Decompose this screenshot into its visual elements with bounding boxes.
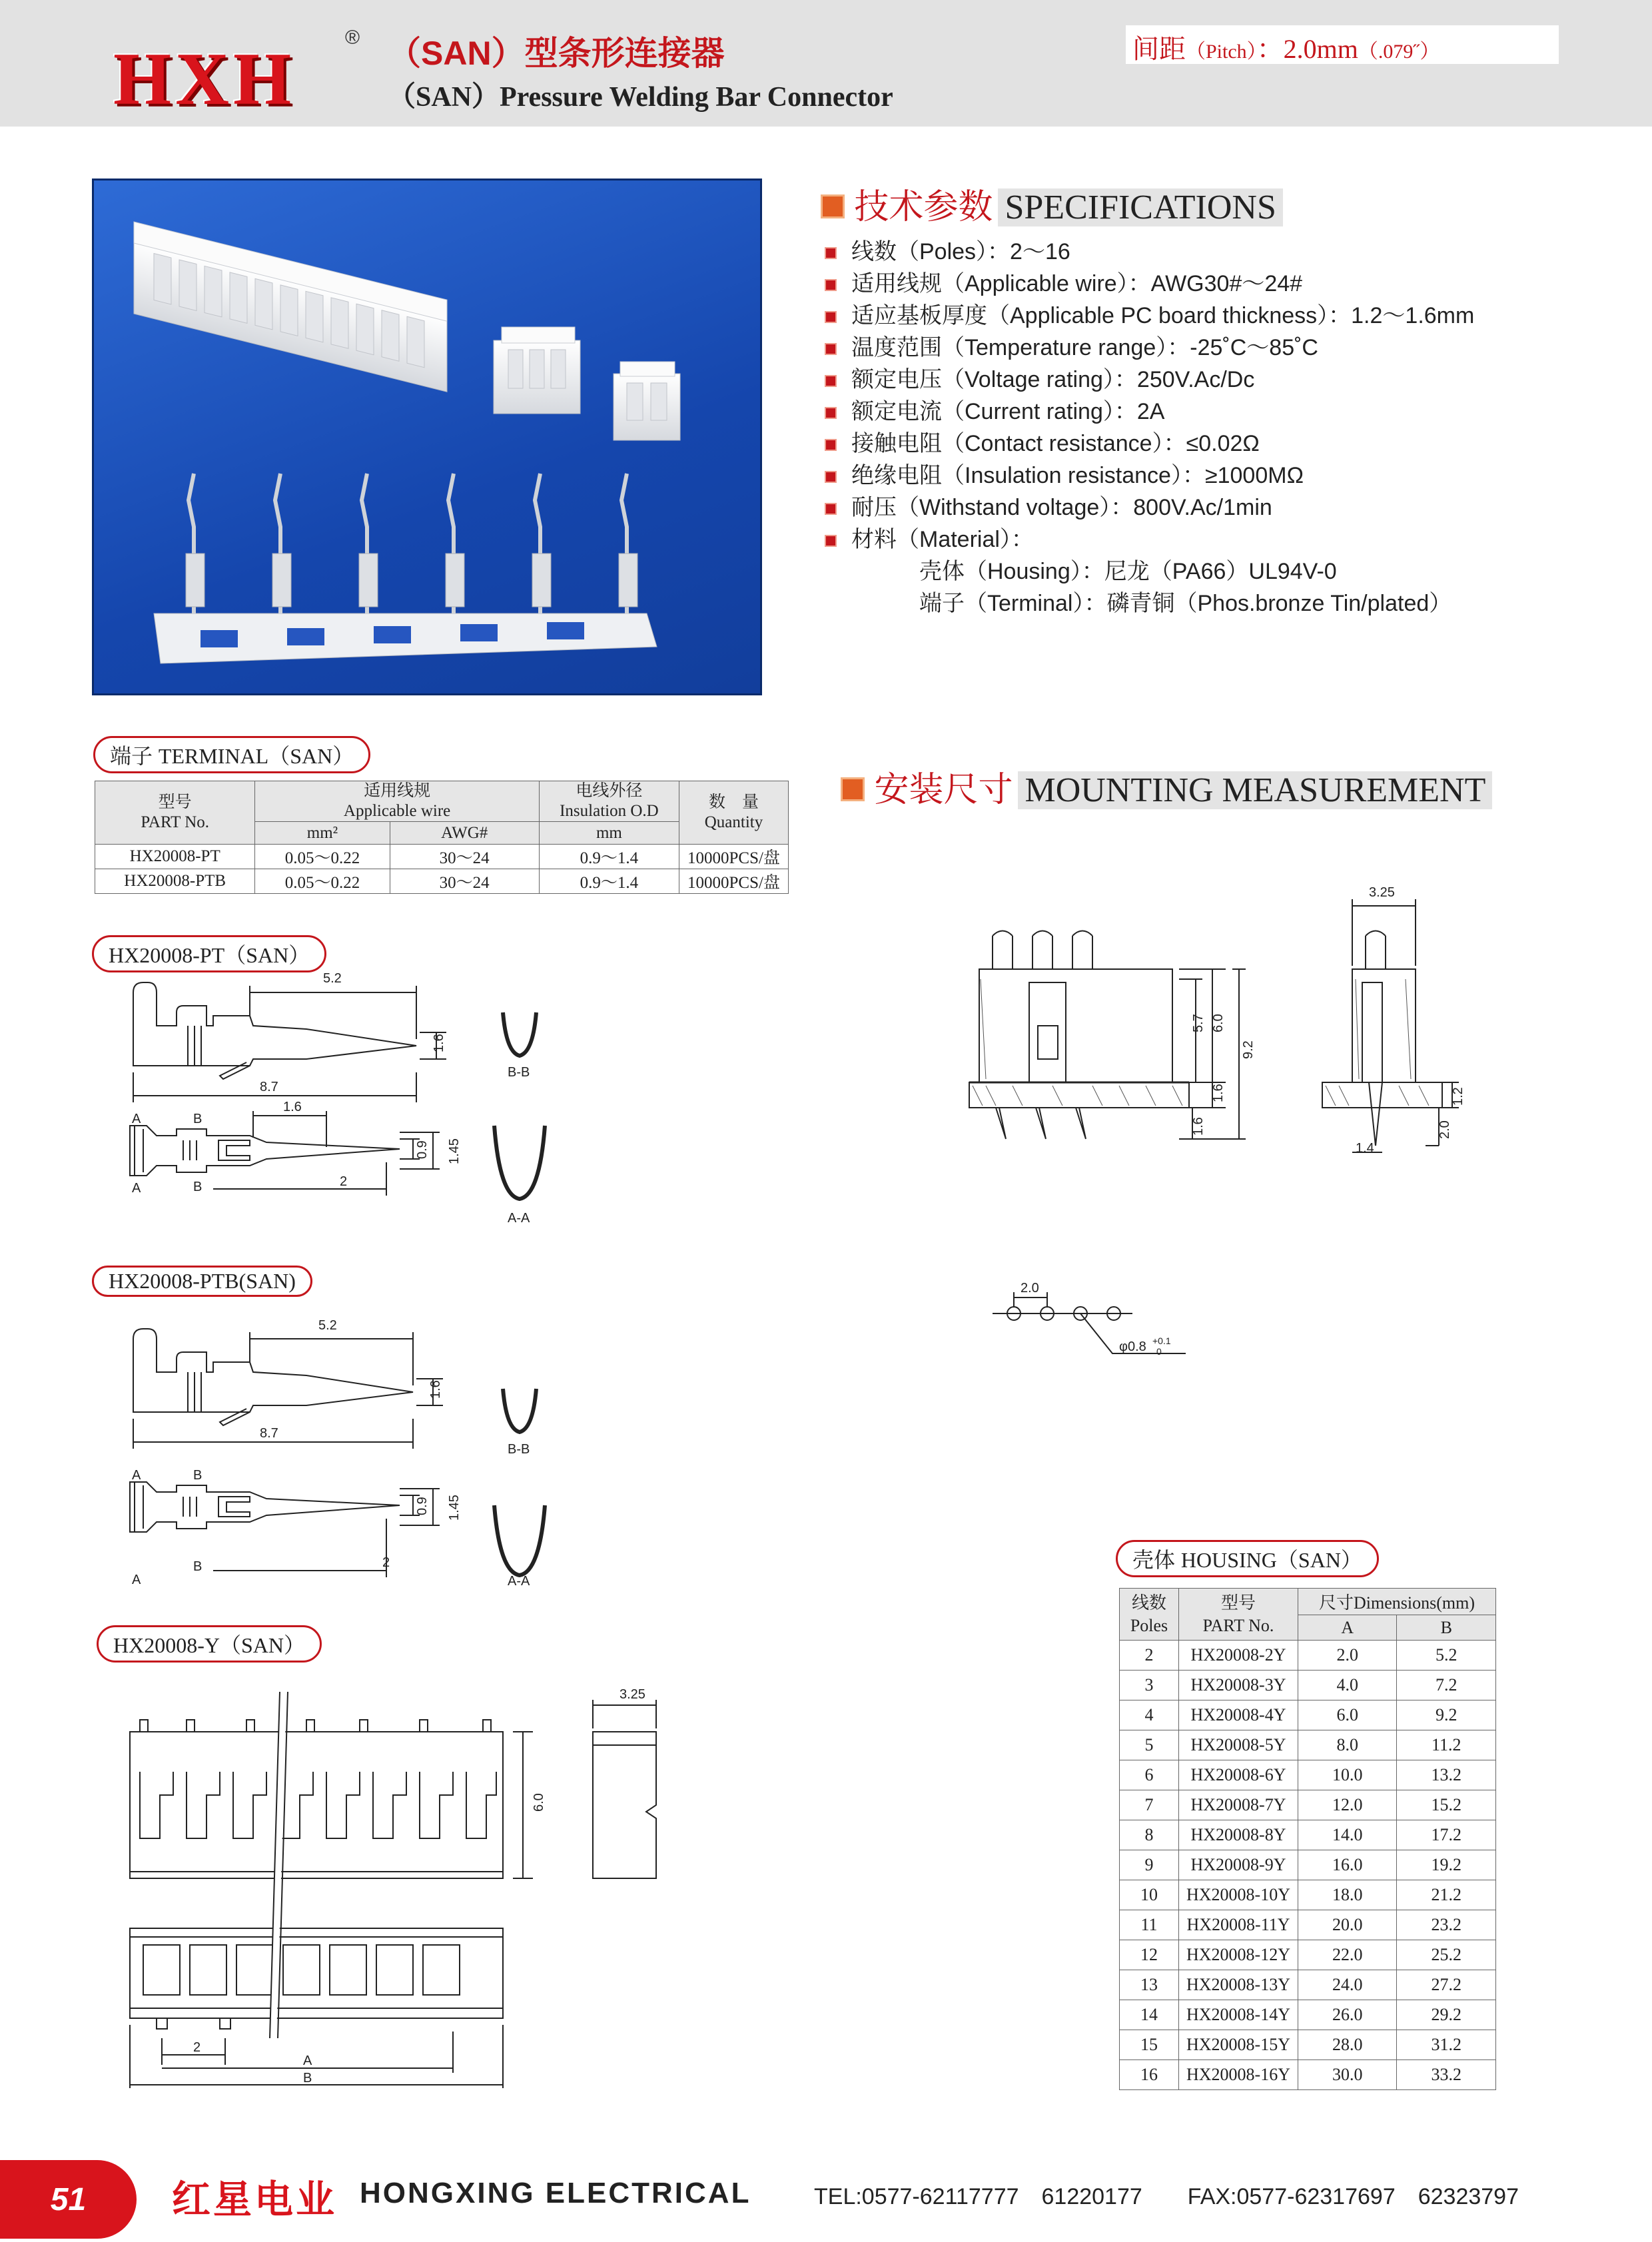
dim-0-9: 0.9 (415, 1140, 430, 1159)
dim-8-7: 8.7 (260, 1426, 278, 1441)
bullet-icon (825, 535, 837, 547)
cell-b: 11.2 (1397, 1730, 1496, 1760)
cell-a: 16.0 (1298, 1850, 1397, 1880)
section-aa: A-A (508, 1574, 530, 1589)
footer-brand-cn: 红星电业 (172, 2178, 338, 2221)
mounting-title (841, 761, 1492, 811)
section-mark-b: B (193, 1468, 203, 1483)
cell-poles: 16 (1120, 2060, 1179, 2090)
spec-material-housing: 壳体（Housing）：尼龙（PA66）UL94V-0 (919, 559, 1337, 584)
company-logo: HXH (113, 38, 296, 121)
cell-b: 33.2 (1397, 2060, 1496, 2090)
section-mark-a: A (132, 1468, 141, 1483)
th-wire-cn: 适用线规 (364, 782, 431, 800)
specifications-title-en: SPECIFICATIONS (998, 188, 1282, 226)
th-mm: mm (539, 822, 679, 845)
section-bb: B-B (508, 1065, 530, 1080)
cell-poles: 7 (1120, 1790, 1179, 1820)
th-mm2: mm² (255, 822, 390, 845)
spec-item (825, 521, 1034, 554)
dim-2: 2 (193, 2040, 201, 2055)
table-row (1120, 1760, 1496, 1790)
section-mark-b: B (193, 1112, 203, 1126)
dim-1-6: 1.6 (432, 1034, 446, 1052)
cell-od: 0.9～1.4 (539, 845, 679, 869)
cell-a: 30.0 (1298, 2060, 1397, 2090)
dim-1-6-top: 1.6 (283, 1100, 302, 1114)
table-row (1120, 1970, 1496, 2000)
cell-a: 26.0 (1298, 2000, 1397, 2030)
cell-qty: 10000PCS/盘 (679, 845, 789, 869)
cell-poles: 5 (1120, 1730, 1179, 1760)
th-poles-en: Poles (1130, 1615, 1168, 1635)
dim-1-45: 1.45 (447, 1495, 462, 1521)
cell-part: HX20008-8Y (1179, 1820, 1298, 1850)
th-qty-cn: 数 量 (709, 793, 759, 811)
spec-item (825, 297, 1474, 330)
terminal-label (93, 736, 370, 773)
pt-drawing-label: HX20008-PT（SAN） (92, 935, 326, 972)
dim-b: B (303, 2071, 312, 2085)
cell-poles: 15 (1120, 2030, 1179, 2060)
cell-a: 14.0 (1298, 1820, 1397, 1850)
cell-b: 29.2 (1397, 2000, 1496, 2030)
terminal-label-en: TERMINAL（SAN） (158, 744, 354, 768)
mounting-drawing (959, 879, 1512, 1159)
dim-a: A (303, 2054, 312, 2068)
table-row (95, 869, 789, 894)
spec-item (825, 265, 1302, 298)
dim-0-9: 0.9 (415, 1497, 430, 1515)
cell-part: HX20008-4Y (1179, 1700, 1298, 1730)
section-mark-a: A (132, 1112, 141, 1126)
cell-a: 22.0 (1298, 1940, 1397, 1970)
dim-6-0: 6.0 (532, 1793, 546, 1812)
pitch-label-en: （Pitch） (1186, 41, 1257, 63)
th-part-cn: 型号 (1220, 1593, 1256, 1613)
bullet-icon (825, 343, 837, 355)
th-dim-cn: 尺寸 (1318, 1593, 1354, 1613)
dim-2: 2 (340, 1174, 348, 1189)
section-aa: A-A (508, 1211, 530, 1226)
cell-poles: 14 (1120, 2000, 1179, 2030)
cell-a: 24.0 (1298, 1970, 1397, 2000)
pitch-value: 2.0mm (1283, 34, 1358, 64)
cell-b: 13.2 (1397, 1760, 1496, 1790)
th-a: A (1298, 1615, 1397, 1641)
th-dim-en: Dimensions(mm) (1354, 1593, 1475, 1613)
cell-mm2: 0.05～0.22 (255, 845, 390, 869)
cell-poles: 9 (1120, 1850, 1179, 1880)
terminal-label-cn: 端子 (110, 743, 153, 769)
cell-part: HX20008-9Y (1179, 1850, 1298, 1880)
table-row (1120, 1730, 1496, 1760)
cell-b: 5.2 (1397, 1641, 1496, 1671)
cell-poles: 4 (1120, 1700, 1179, 1730)
cell-a: 20.0 (1298, 1910, 1397, 1940)
spec-text: 额定电压（Voltage rating）：250V.Ac/Dc (851, 367, 1255, 392)
cell-b: 31.2 (1397, 2030, 1496, 2060)
th-od-cn: 电线外径 (576, 782, 643, 800)
cell-part: HX20008-13Y (1179, 1970, 1298, 2000)
th-b: B (1397, 1615, 1496, 1641)
section-mark-b: B (193, 1559, 203, 1574)
product-title-en: （SAN）Pressure Welding Bar Connector (388, 82, 893, 113)
cell-part: HX20008-PT (95, 845, 255, 869)
bullet-icon (825, 279, 837, 291)
cell-part: HX20008-10Y (1179, 1880, 1298, 1910)
cell-poles: 13 (1120, 1970, 1179, 2000)
table-row (1120, 2030, 1496, 2060)
section-mark-b: B (193, 1180, 203, 1194)
th-qty-en: Quantity (704, 813, 763, 831)
dim-2-0: 2.0 (1021, 1281, 1039, 1296)
bullet-icon (825, 471, 837, 483)
cell-part: HX20008-5Y (1179, 1730, 1298, 1760)
table-row (1120, 1850, 1496, 1880)
spec-text: 额定电流（Current rating）：2A (851, 399, 1165, 424)
dim-1-2: 1.2 (1451, 1087, 1465, 1106)
terminal-table (95, 781, 789, 894)
cell-a: 8.0 (1298, 1730, 1397, 1760)
cell-od: 0.9～1.4 (539, 869, 679, 894)
pitch-label-cn: 间距 (1132, 35, 1186, 64)
cell-a: 6.0 (1298, 1700, 1397, 1730)
cell-b: 25.2 (1397, 1940, 1496, 1970)
dim-1-6: 1.6 (428, 1380, 443, 1399)
cell-a: 28.0 (1298, 2030, 1397, 2060)
dim-5-2: 5.2 (323, 971, 342, 986)
cell-b: 21.2 (1397, 1880, 1496, 1910)
th-part-en: PART No. (141, 813, 210, 831)
cell-part: HX20008-14Y (1179, 2000, 1298, 2030)
th-awg: AWG# (390, 822, 539, 845)
pt-terminal-drawing (107, 966, 639, 1246)
cell-b: 7.2 (1397, 1671, 1496, 1700)
cell-b: 17.2 (1397, 1820, 1496, 1850)
table-row (1120, 2000, 1496, 2030)
spec-item (825, 457, 1304, 490)
hole-pattern-drawing (986, 1266, 1219, 1379)
specifications-title (821, 179, 1283, 228)
dim-2: 2 (382, 1555, 390, 1570)
bullet-icon (825, 407, 837, 419)
cell-poles: 8 (1120, 1820, 1179, 1850)
cell-poles: 11 (1120, 1910, 1179, 1940)
cell-b: 15.2 (1397, 1790, 1496, 1820)
table-row (1120, 2060, 1496, 2090)
bullet-icon (825, 375, 837, 387)
spec-text: 材料（Material）： (851, 527, 1034, 552)
spec-item (825, 329, 1318, 362)
specifications-title-cn: 技术参数 (854, 188, 993, 226)
bullet-icon (825, 311, 837, 323)
product-photo (92, 179, 762, 695)
cell-part: HX20008-12Y (1179, 1940, 1298, 1970)
cell-poles: 3 (1120, 1671, 1179, 1700)
dim-8-7: 8.7 (260, 1080, 278, 1094)
cell-poles: 12 (1120, 1940, 1179, 1970)
th-wire-en: Applicable wire (343, 802, 451, 820)
pitch-colon: ： (1256, 35, 1284, 64)
table-row (1120, 1880, 1496, 1910)
dim-1-6-lead: 1.6 (1191, 1117, 1206, 1136)
mounting-title-cn: 安装尺寸 (874, 771, 1013, 809)
product-photo-illustration (94, 181, 760, 693)
dim-9-2: 9.2 (1241, 1040, 1256, 1059)
footer-fax: FAX:0577-62317697 62323797 (1187, 2184, 1519, 2209)
spec-text: 适用线规（Applicable wire）：AWG30#～24# (851, 271, 1303, 296)
mounting-title-en: MOUNTING MEASUREMENT (1018, 771, 1492, 809)
ptb-terminal-drawing (107, 1306, 639, 1592)
table-row (1120, 1910, 1496, 1940)
cell-a: 2.0 (1298, 1641, 1397, 1671)
section-mark-a: A (132, 1573, 141, 1587)
bullet-icon (825, 439, 837, 451)
y-drawing-label: HX20008-Y（SAN） (97, 1625, 322, 1663)
registered-mark: ® (345, 27, 360, 49)
dim-5-2: 5.2 (318, 1318, 337, 1333)
spec-text: 温度范围（Temperature range）：-25˚C～85˚C (851, 335, 1318, 360)
cell-a: 10.0 (1298, 1760, 1397, 1790)
spec-item (825, 425, 1260, 458)
dim-6-0: 6.0 (1211, 1014, 1226, 1032)
cell-b: 9.2 (1397, 1700, 1496, 1730)
dim-hole: φ0.8 (1119, 1339, 1146, 1354)
cell-part: HX20008-3Y (1179, 1671, 1298, 1700)
dim-1-45: 1.45 (447, 1138, 462, 1164)
dim-hole-tol-plus: +0.1 (1152, 1335, 1171, 1346)
housing-label-en: HOUSING（SAN） (1180, 1548, 1362, 1572)
cell-part: HX20008-15Y (1179, 2030, 1298, 2060)
dim-5-7: 5.7 (1191, 1014, 1206, 1032)
bullet-icon (825, 503, 837, 515)
cell-a: 18.0 (1298, 1880, 1397, 1910)
table-row (1120, 1790, 1496, 1820)
spec-text: 适应基板厚度（Applicable PC board thickness）：1.2～1.6mm (851, 303, 1475, 328)
section-bb: B-B (508, 1442, 530, 1457)
cell-part: HX20008-7Y (1179, 1790, 1298, 1820)
table-row (1120, 1700, 1496, 1730)
table-row (1120, 1940, 1496, 1970)
spec-item (825, 233, 1070, 266)
footer-contact (814, 2178, 1519, 2211)
cell-part: HX20008-11Y (1179, 1910, 1298, 1940)
th-poles-cn: 线数 (1131, 1593, 1166, 1613)
spec-item (825, 361, 1254, 394)
cell-poles: 10 (1120, 1880, 1179, 1910)
dim-1-4: 1.4 (1356, 1141, 1374, 1156)
housing-drawing (113, 1679, 713, 2091)
cell-part: HX20008-2Y (1179, 1641, 1298, 1671)
table-row (1120, 1641, 1496, 1671)
spec-item (825, 489, 1272, 522)
cell-mm2: 0.05～0.22 (255, 869, 390, 894)
th-part-cn: 型号 (158, 793, 192, 811)
spec-item (825, 393, 1164, 426)
spec-text: 绝缘电阻（Insulation resistance）：≥1000MΩ (851, 463, 1304, 488)
section-mark-a: A (132, 1181, 141, 1196)
pitch-inch: （.079˝） (1358, 41, 1440, 63)
table-row (1120, 1671, 1496, 1700)
cell-awg: 30～24 (390, 845, 539, 869)
th-part-en: PART No. (1202, 1615, 1274, 1635)
dim-1-6: 1.6 (1211, 1084, 1226, 1102)
ptb-drawing-label: HX20008-PTB(SAN) (92, 1266, 312, 1297)
cell-a: 4.0 (1298, 1671, 1397, 1700)
cell-part: HX20008-PTB (95, 869, 255, 894)
cell-b: 27.2 (1397, 1970, 1496, 2000)
cell-b: 19.2 (1397, 1850, 1496, 1880)
spec-material-terminal: 端子（Terminal）：磷青铜（Phos.bronze Tin/plated） (919, 591, 1452, 616)
footer-brand-en: HONGXING ELECTRICAL (360, 2177, 751, 2209)
dim-3-25: 3.25 (620, 1687, 645, 1702)
dim-hole-tol-zero: 0 (1156, 1346, 1162, 1357)
footer-tel: TEL:0577-62117777 61220177 (814, 2184, 1142, 2209)
spec-text: 接触电阻（Contact resistance）：≤0.02Ω (851, 431, 1260, 456)
table-row (1120, 1820, 1496, 1850)
housing-label (1116, 1540, 1379, 1577)
cell-a: 12.0 (1298, 1790, 1397, 1820)
housing-label-cn: 壳体 (1132, 1547, 1176, 1573)
dim-3-25: 3.25 (1369, 885, 1395, 900)
spec-text: 耐压（Withstand voltage）：800V.Ac/1min (851, 495, 1272, 520)
housing-table (1119, 1588, 1496, 2090)
table-row (95, 845, 789, 869)
cell-awg: 30～24 (390, 869, 539, 894)
section-bullet-icon (821, 194, 845, 218)
dim-2-0: 2.0 (1438, 1120, 1452, 1139)
cell-b: 23.2 (1397, 1910, 1496, 1940)
cell-part: HX20008-16Y (1179, 2060, 1298, 2090)
spec-text: 线数（Poles）：2～16 (851, 239, 1070, 264)
product-title-cn: （SAN）型条形连接器 (388, 35, 725, 72)
cell-part: HX20008-6Y (1179, 1760, 1298, 1790)
bullet-icon (825, 247, 837, 259)
section-bullet-icon (841, 777, 865, 801)
cell-qty: 10000PCS/盘 (679, 869, 789, 894)
page-number: 51 (0, 2160, 137, 2239)
th-od-en: Insulation O.D (560, 802, 659, 820)
cell-poles: 6 (1120, 1760, 1179, 1790)
cell-poles: 2 (1120, 1641, 1179, 1671)
pitch-label (1132, 28, 1440, 66)
